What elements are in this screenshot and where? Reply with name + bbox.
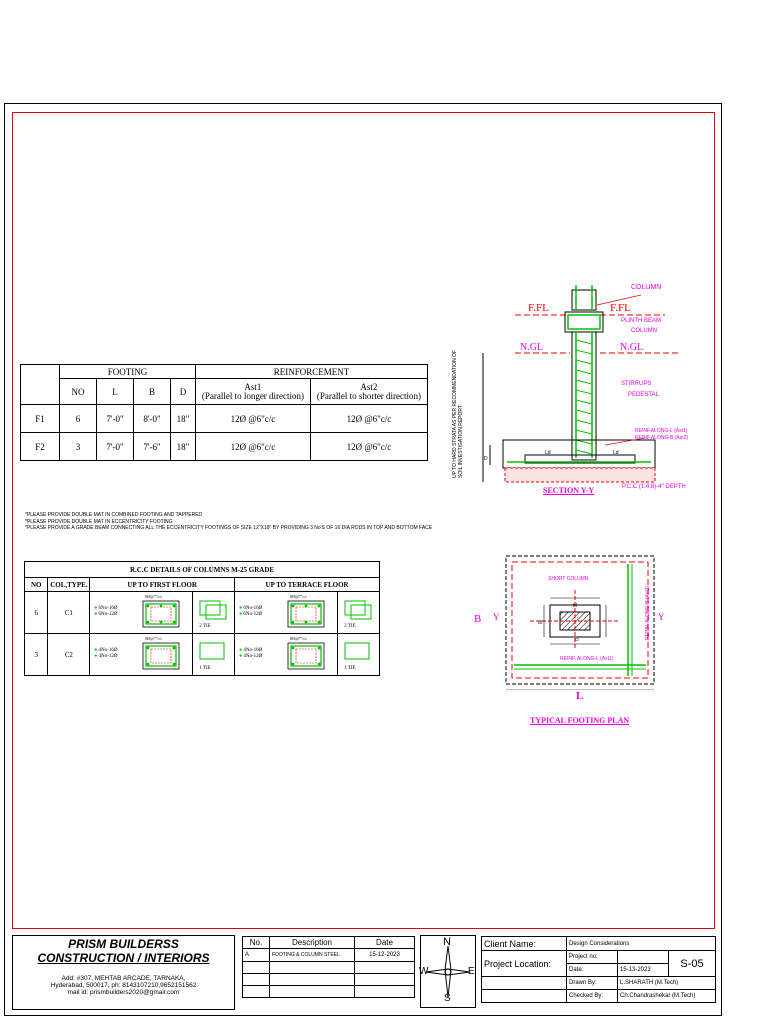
plan-reinf-b-label: REINF. ALONG-B (Ast2) <box>645 585 651 640</box>
footing-no: 3 <box>60 433 97 461</box>
main-bars: 4No-16Ø <box>243 648 263 653</box>
tie-count: 2 TIE <box>344 624 356 629</box>
revision-table <box>242 936 415 998</box>
tie-diagram <box>344 600 372 620</box>
ld-left-label: Ld <box>545 450 551 456</box>
ngl-right-label: N.GL <box>620 342 644 353</box>
compass-w: W <box>419 966 429 977</box>
note-item: *PLEASE PROVIDE DOUBLE MAT IN COMBINED FOOTING AND TAPPERED <box>25 512 203 518</box>
date-label: Date: <box>567 964 618 977</box>
client-name-label: Client Name: <box>482 937 567 951</box>
column-table-title: R.C.C DETAILS OF COLUMNS M-25 GRADE <box>25 562 380 578</box>
hard-strata-note: UP TO HARD STRATA AS PER RECOMMENDATION OF SOIL INVESTIGATION REPORT. <box>452 349 464 478</box>
tie-label: 8Ø@7"c/c <box>145 636 163 641</box>
column-type: C2 <box>48 634 90 676</box>
company-block <box>12 935 235 1010</box>
company-address-line2: Hyderabad, 500017, ph: 8143107210,9652151562 <box>50 982 197 989</box>
reinforcement-header: REINFORCEMENT <box>196 365 428 379</box>
main-bars: 6No-16Ø <box>98 606 118 611</box>
rev-desc-header: Description <box>270 937 355 949</box>
footing-no: 6 <box>60 405 97 433</box>
tie-diagram <box>344 642 372 662</box>
section-y-left: Y <box>493 612 500 622</box>
dimension-l-label: L <box>576 690 584 702</box>
table-row: 6 C1 ● 6No-16Ø ● 6No-12Ø 8Ø@7"c/c 2 TIE ● 6No-16Ø ● 6No-12Ø 8Ø@7"c/c 2 TIE <box>25 592 380 634</box>
footing-d: 18" <box>171 405 196 433</box>
checked-by-label: Checked By: <box>567 990 618 1003</box>
secondary-bars: 6No-12Ø <box>243 612 263 617</box>
tie-count: 1 TIE <box>199 666 211 671</box>
tie-label: 8Ø@7"c/c <box>290 636 307 641</box>
pcc-label: P.C.C (1:4:8)-4" DEPTH <box>622 484 686 490</box>
rev-date: 15-12-2023 <box>355 949 415 962</box>
column-type: C1 <box>48 592 90 634</box>
footing-d: 18" <box>171 433 196 461</box>
column-section-c2-terrace <box>287 642 325 670</box>
depth-label: D <box>484 456 488 462</box>
dimension-b-label: B <box>474 613 482 625</box>
plan-title: TYPICAL FOOTING PLAN <box>530 716 630 725</box>
main-bars: 4No-16Ø <box>98 648 118 653</box>
footing-header: FOOTING <box>60 365 196 379</box>
column-section-c1 <box>142 600 180 628</box>
ngl-left-label: N.GL <box>520 342 544 353</box>
rev-date-header: Date <box>355 937 415 949</box>
section-y-right: Y <box>658 612 665 622</box>
footing-ast1: 12Ø @6"c/c <box>196 405 311 433</box>
note-item: *PLEASE PROVIDE DOUBLE MAT IN ECCENTRICITY FOOTING <box>25 518 173 525</box>
table-row: 3 C2 ● 4No-16Ø ● 4No-12Ø 8Ø@7"c/c 1 TIE ● 4No-16Ø ● 4No-12Ø 8Ø@7"c/c 1 TIE <box>25 634 380 676</box>
footing-l: 7'-0" <box>97 405 134 433</box>
column2-label: COLUMN <box>631 328 658 334</box>
date-value: 15-13-2023 <box>618 964 669 977</box>
section-yy-drawing <box>455 280 720 500</box>
dl-label: dl <box>538 620 542 626</box>
general-notes <box>25 512 432 532</box>
drawn-by-label: Drawn By: <box>567 977 618 990</box>
column-details-table <box>24 561 380 676</box>
col-d-header: D <box>171 379 196 405</box>
table-row <box>21 433 428 461</box>
reinf-l-label: REINF.ALONG-L (Ast1) <box>635 428 688 434</box>
column-count: 3 <box>25 634 48 676</box>
drawn-by-value: L.SHARATH (M.Tech) <box>618 977 716 990</box>
column-section-c2 <box>142 642 180 670</box>
bl-label: bl <box>573 603 577 609</box>
col-b-header: B <box>134 379 171 405</box>
footing-ast2: 12Ø @6"c/c <box>310 433 427 461</box>
tie-label: 8Ø@7"c/c <box>145 594 163 599</box>
cl-label: cl <box>575 637 579 643</box>
compass-box <box>420 935 476 1008</box>
footing-plan-drawing <box>500 550 660 690</box>
footing-name: F2 <box>21 433 60 461</box>
plan-reinf-l-label: REINF. ALONG-L (Ast1) <box>560 656 614 662</box>
design-considerations: Design Considerations <box>567 937 716 951</box>
pedestal-label: PEDESTAL <box>628 392 659 398</box>
rev-no: A <box>243 949 270 962</box>
compass-e: E <box>468 966 475 977</box>
compass-s: S <box>444 993 451 1004</box>
col-type-header: COL,TYPE. <box>48 578 90 592</box>
footing-b: 8'-0" <box>134 405 171 433</box>
ast1-subheader: (Parallel to longer direction) <box>201 390 305 401</box>
compass-n: N <box>443 936 451 948</box>
company-tagline: CONSTRUCTION / INTERIORS <box>37 951 210 965</box>
footing-schedule-table <box>20 364 428 461</box>
tie-label: 8Ø@7"c/c <box>290 594 307 599</box>
table-row <box>21 405 428 433</box>
col-no-header: NO <box>60 379 97 405</box>
rev-no-header: No. <box>243 937 270 949</box>
tie-count: 2 TIE <box>199 624 211 629</box>
stirrups-label: STIRRUPS <box>621 381 652 387</box>
col-l-header: L <box>97 379 134 405</box>
footing-name: F1 <box>21 405 60 433</box>
footing-ast2: 12Ø @6"c/c <box>310 405 427 433</box>
short-column-label: SHORT COLUMN <box>548 576 589 582</box>
ld-right-label: Ld <box>613 450 619 456</box>
ast2-subheader: (Parallel to shorter direction) <box>316 390 422 401</box>
company-email: mail id: prismbuilders2020@gmail.com <box>67 989 180 996</box>
tie-diagram <box>199 600 227 620</box>
sheet-number: S-05 <box>669 951 716 977</box>
column-section-c1-terrace <box>287 600 325 628</box>
ast2-header: Ast2 <box>360 381 378 392</box>
plinth-beam-label: PLINTH BEAM <box>621 318 662 324</box>
col-no-header: NO <box>25 578 48 592</box>
terrace-floor-header: UP TO TERRACE FLOOR <box>235 578 380 592</box>
tie-count: 1 TIE <box>344 666 356 671</box>
company-address-line1: Add: #307, MEHTAB ARCADE, TARNAKA, <box>61 975 186 982</box>
ast1-header: Ast1 <box>244 381 262 392</box>
ffl-left-label: F.FL <box>528 302 549 314</box>
project-no-label: Project no: <box>567 951 618 964</box>
footing-ast1: 12Ø @6"c/c <box>196 433 311 461</box>
footing-l: 7'-0" <box>97 433 134 461</box>
column-label: COLUMN <box>631 284 662 291</box>
section-title: SECTION Y-Y <box>543 486 595 495</box>
tie-diagram <box>199 642 227 662</box>
main-bars: 6No-16Ø <box>243 606 263 611</box>
project-info-table <box>481 936 716 1003</box>
ffl-right-label: F.FL <box>610 302 631 314</box>
footing-b: 7'-6" <box>134 433 171 461</box>
company-name: PRISM BUILDERSS <box>68 937 179 951</box>
first-floor-header: UP TO FIRST FLOOR <box>90 578 235 592</box>
column-count: 6 <box>25 592 48 634</box>
secondary-bars: 6No-12Ø <box>98 612 118 617</box>
checked-by-value: Ch.Chandrashekar (M.Tech) <box>618 990 716 1003</box>
rev-description: FOOTING & COLUMN STEEL <box>270 949 355 962</box>
note-item: *PLEASE PROVIDE A GRADE BEAM CONNECTING ALL THE ECCENTRICITY FOOTINGS OF SIZE 12"X18" BY PROVIDING 3 No'S OF 16 DIA RODS IN TOP AND BOTTOM FACE <box>25 525 433 531</box>
reinf-b-label: REINF.ALONG-B (Ast2) <box>635 435 689 441</box>
secondary-bars: 4No-12Ø <box>243 654 263 659</box>
project-location-label: Project Location: <box>482 951 567 977</box>
secondary-bars: 4No-12Ø <box>98 654 118 659</box>
